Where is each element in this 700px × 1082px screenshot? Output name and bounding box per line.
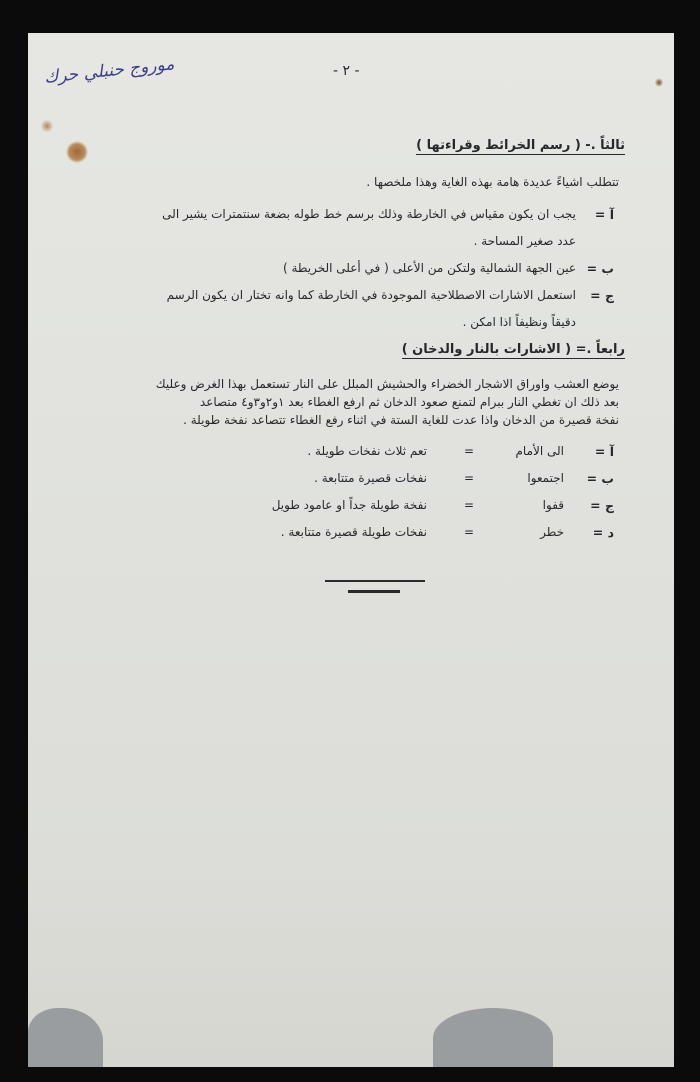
signal-term: اجتمعوا (527, 471, 564, 485)
signal-marker: ج = (590, 498, 614, 513)
item-text: عين الجهة الشمالية ولتكن من الأعلى ( في أعلى الخريطة ) (282, 261, 576, 275)
signal-marker: د = (592, 525, 614, 540)
signal-term: خطر (540, 525, 564, 539)
section-4-paragraph-line: بعد ذلك ان تغطي النار ببرام لتمنع صعود الدخان ثم ارفع الغطاء بعد ١و٢و٣و٤ متصاعد (199, 395, 619, 409)
signal-meaning: نفخة طويلة جداً او عامود طويل (271, 498, 427, 512)
signal-equals: = (463, 471, 474, 485)
item-text: دقيقاً ونظيفاً اذا امكن . (462, 315, 576, 329)
signal-equals: = (463, 525, 474, 539)
item-marker: ب = (586, 261, 614, 276)
paper-damage (28, 1008, 103, 1067)
signal-marker: ب = (586, 471, 614, 486)
item-marker: ج = (590, 288, 614, 303)
signal-marker: آ = (594, 444, 614, 459)
section-4-paragraph-line: نفخة قصيرة من الدخان واذا عدت للغاية الستة في اثناء رفع الغطاء تتصاعد نفخة طويلة . (183, 413, 619, 427)
item-text: يجب ان يكون مقياس في الخارطة وذلك برسم خط طوله بضعة سنتمترات يشير الى (162, 207, 576, 221)
signal-term: الى الأمام (515, 444, 564, 458)
signal-term: قفوا (542, 498, 564, 512)
section-3-heading: ثالثاً .- ( رسم الخرائط وقراءتها ) (416, 138, 625, 153)
item-text: استعمل الاشارات الاصطلاحية الموجودة في الخارطة كما وانه تختار ان يكون الرسم (166, 288, 576, 302)
section-4-paragraph-line: يوضع العشب واوراق الاشجار الخضراء والحشيش المبلل على النار تستعمل بهذا الغرض وعليك (155, 377, 619, 391)
end-rule (348, 590, 400, 593)
section-4-heading: رابعاً .= ( الاشارات بالنار والدخان ) (401, 342, 625, 357)
paper-damage (433, 1008, 553, 1067)
document-page (28, 33, 674, 1067)
signal-meaning: تعم ثلاث نفخات طويلة . (307, 444, 427, 458)
handwritten-note: موروج حنبلي حرك (43, 54, 176, 88)
signal-meaning: نفخات طويلة قصيرة متتابعة . (280, 525, 427, 539)
signal-equals: = (463, 444, 474, 458)
signal-meaning: نفخات قصيرة متتابعة . (314, 471, 427, 485)
item-marker: آ = (594, 207, 614, 222)
stain-mark (655, 78, 663, 87)
page-number: - ٢ - (333, 63, 360, 79)
end-rule (325, 580, 425, 582)
section-3-intro: تتطلب اشياءً عديدة هامة بهذه الغاية وهذا ملخصها . (366, 175, 619, 189)
stain-mark (40, 120, 54, 132)
stain-mark (66, 141, 88, 163)
signal-equals: = (463, 498, 474, 512)
item-text: عدد صغير المساحة . (473, 234, 576, 248)
